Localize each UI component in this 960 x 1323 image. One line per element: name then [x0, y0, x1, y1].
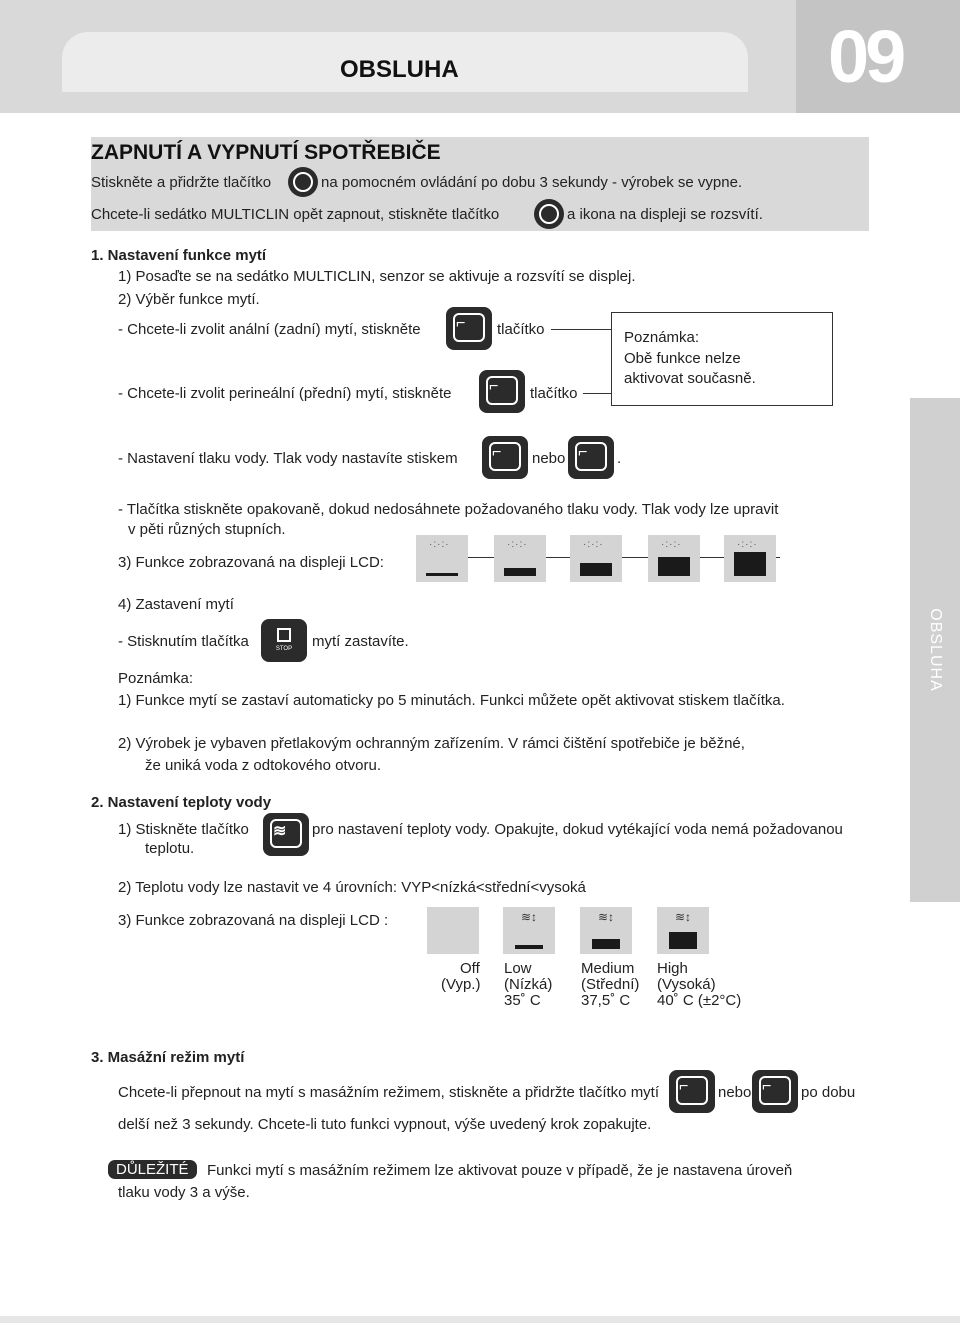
- note-title: Poznámka:: [624, 329, 700, 346]
- pressure-lcd-1: ·:·:·: [416, 535, 468, 582]
- page-number: 09: [828, 15, 903, 98]
- note2-title: Poznámka:: [118, 670, 194, 687]
- power-icon: [534, 199, 564, 229]
- front-wash-icon: ⌐: [568, 436, 614, 479]
- rear-wash-icon: ⌐: [669, 1070, 715, 1113]
- pressure-text-b: nebo: [532, 450, 566, 467]
- section1-step1: 1) Posaďte se na sedátko MULTICLIN, senzor se aktivuje a rozsvítí se displej.: [118, 268, 636, 285]
- side-tab-label: OBSLUHA: [927, 608, 944, 692]
- perineal-wash-text: - Chcete-li zvolit perineální (přední) mytí, stiskněte: [118, 385, 452, 402]
- front-wash-icon: ⌐: [479, 370, 525, 413]
- power-icon: [288, 167, 318, 197]
- section2-step3: 3) Funkce zobrazovaná na displeji LCD :: [118, 912, 389, 929]
- section2-step2: 2) Teplotu vody lze nastavit ve 4 úrovních: VYP<nízká<střední<vysoká: [118, 879, 586, 896]
- note-line-2: aktivovat současně.: [624, 370, 756, 387]
- pressure-lcd-4: ·:·:·: [648, 535, 700, 582]
- temp-level-high-value: 40˚ C (±2°C): [657, 992, 742, 1009]
- temp-level-medium-cz: (Střední): [581, 976, 640, 993]
- power-text-1b: na pomocném ovládání po dobu 3 sekundy - výrobek se vypne.: [321, 174, 743, 191]
- temp-lcd-high: ≋↕: [657, 907, 709, 954]
- pressure-lcd-3: ·:·:·: [570, 535, 622, 582]
- perineal-wash-text-b: tlačítko: [530, 385, 578, 402]
- note2-item-2b: že uniká voda z odtokového otvoru.: [145, 757, 381, 774]
- section2-step1-b: pro nastavení teploty vody. Opakujte, dokud vytékající voda nemá požadovanou: [312, 821, 843, 838]
- temp-level-medium-value: 37,5˚ C: [581, 992, 631, 1009]
- section1-step3: 3) Funkce zobrazovaná na displeji LCD:: [118, 554, 384, 571]
- pressure-lcd-2: ·:·:·: [494, 535, 546, 582]
- temp-level-low-value: 35˚ C: [504, 992, 541, 1009]
- power-text-2a: Chcete-li sedátko MULTICLIN opět zapnout, stiskněte tlačítko: [91, 206, 500, 223]
- pressure-lcd-5: ·:·:·: [724, 535, 776, 582]
- footer-band: [0, 1316, 960, 1323]
- important-text-b: tlaku vody 3 a výše.: [118, 1184, 250, 1201]
- repeat-line-1: - Tlačítka stiskněte opakovaně, dokud nedosáhnete požadovaného tlaku vody. Tlak vody lze upravit: [118, 501, 779, 518]
- section1-title: 1. Nastavení funkce mytí: [91, 247, 267, 264]
- pressure-text: - Nastavení tlaku vody. Tlak vody nastavíte stiskem: [118, 450, 458, 467]
- temp-level-high: High: [657, 960, 688, 977]
- anal-wash-text: - Chcete-li zvolit anální (zadní) mytí, stiskněte: [118, 321, 421, 338]
- section2-step1-c: teplotu.: [145, 840, 195, 857]
- water-temperature-icon: ≋: [263, 813, 309, 856]
- rear-wash-icon: ⌐: [482, 436, 528, 479]
- note2-item-2a: 2) Výrobek je vybaven přetlakovým ochranným zařízením. V rámci čištění spotřebiče je běžné,: [118, 735, 745, 752]
- section1-step2: 2) Výběr funkce mytí.: [118, 291, 260, 308]
- temp-lcd-low: ≋↕: [503, 907, 555, 954]
- power-text-2b: a ikona na displeji se rozsvítí.: [567, 206, 763, 223]
- section1-step4: 4) Zastavení mytí: [118, 596, 234, 613]
- note-line-1: Obě funkce nelze: [624, 350, 741, 367]
- temp-level-off-cz: (Vyp.): [441, 976, 481, 993]
- power-section-title: ZAPNUTÍ A VYPNUTÍ SPOTŘEBIČE: [91, 141, 441, 164]
- repeat-line-2: v pěti různých stupních.: [128, 521, 286, 538]
- massage-text-b: nebo: [718, 1084, 752, 1101]
- temp-lcd-medium: ≋↕: [580, 907, 632, 954]
- page-title: OBSLUHA: [340, 56, 459, 83]
- massage-text: Chcete-li přepnout na mytí s masážním režimem, stiskněte a přidržte tlačítko mytí: [118, 1084, 660, 1101]
- section2-title: 2. Nastavení teploty vody: [91, 794, 272, 811]
- massage-line-2: delší než 3 sekundy. Chcete-li tuto funkci vypnout, výše uvedený krok zopakujte.: [118, 1116, 652, 1133]
- temp-level-low: Low: [504, 960, 532, 977]
- temp-level-low-cz: (Nízká): [504, 976, 553, 993]
- connector-line: [551, 329, 611, 330]
- rear-wash-icon: ⌐: [446, 307, 492, 350]
- stop-text-b: mytí zastavíte.: [312, 633, 409, 650]
- connector-line: [583, 393, 611, 394]
- temp-level-off: Off: [460, 960, 480, 977]
- anal-wash-text-b: tlačítko: [497, 321, 545, 338]
- important-badge: DŮLEŽITÉ: [108, 1160, 197, 1179]
- temp-level-high-cz: (Vysoká): [657, 976, 716, 993]
- massage-text-c: po dobu: [801, 1084, 856, 1101]
- section2-step1: 1) Stiskněte tlačítko: [118, 821, 249, 838]
- temp-lcd-off: [427, 907, 479, 954]
- stop-icon: STOP: [261, 619, 307, 662]
- note2-item-1: 1) Funkce mytí se zastaví automaticky po 5 minutách. Funkci můžete opět aktivovat stiskem tlačítka.: [118, 692, 785, 709]
- stop-text: - Stisknutím tlačítka: [118, 633, 249, 650]
- power-text-1a: Stiskněte a přidržte tlačítko: [91, 174, 272, 191]
- important-text: Funkci mytí s masážním režimem lze aktivovat pouze v případě, že je nastavena úroveň: [207, 1162, 793, 1179]
- front-wash-icon: ⌐: [752, 1070, 798, 1113]
- temp-level-medium: Medium: [581, 960, 635, 977]
- section3-title: 3. Masážní režim mytí: [91, 1049, 245, 1066]
- pressure-text-c: .: [617, 450, 622, 467]
